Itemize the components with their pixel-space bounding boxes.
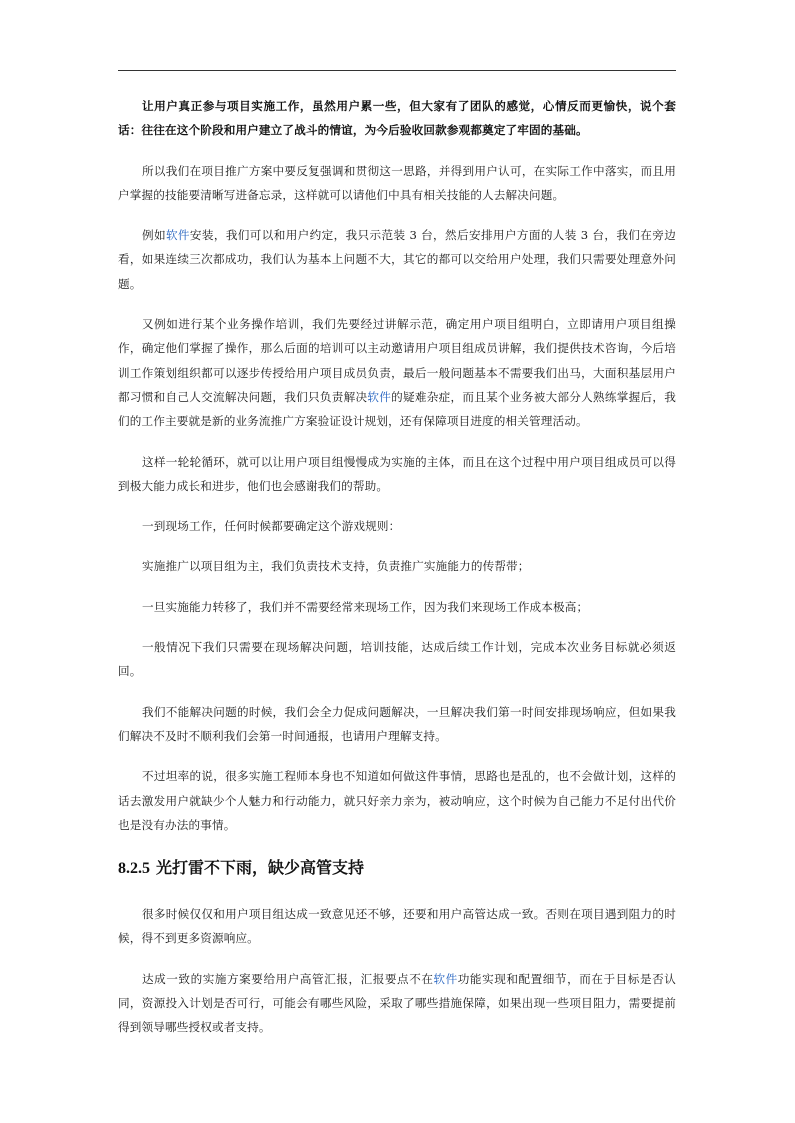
software-link[interactable]: 软件: [165, 228, 190, 243]
paragraph-text: 我们不能解决问题的时候，我们会全力促成问题解决，一旦解决我们第一时间安排现场响应，但如果我们解决不及时不顺利我们会第一时间通报，也请用户理解支持。: [118, 704, 676, 743]
paragraph: [118, 159, 676, 208]
paragraph: [118, 764, 676, 837]
paragraph-text: 这样一轮轮循环，就可以让用户项目组慢慢成为实施的主体，而且在这个过程中用户项目组成员可以得到极大能力成长和进步，他们也会感谢我们的帮助。: [118, 454, 676, 493]
paragraph-text: 一到现场工作，任何时候都要确定这个游戏规则：: [142, 519, 401, 534]
paragraph-group: [118, 902, 676, 1039]
paragraph: [118, 514, 676, 538]
section-title: 光打雷不下雨，缺少高管支持: [156, 858, 365, 878]
paragraph: [118, 94, 676, 143]
paragraph-text: 达成一致的实施方案要给用户高管汇报，汇报要点不在: [142, 971, 434, 986]
section-heading: [118, 853, 676, 884]
paragraph-text: 功能实现和配置细节，而在于目标是否认同，资源投入计划是否可行，可能会有哪些风险，采取了哪些措施保障，如果出现一些项目阻力，需要提前得到领导哪些授权或者支持。: [118, 971, 676, 1035]
paragraph: [118, 554, 676, 578]
paragraph-text: 很多时候仅仅和用户项目组达成一致意见还不够，还要和用户高管达成一致。否则在项目遇到阻力的时候，得不到更多资源响应。: [118, 907, 676, 946]
paragraph-text: 安装，我们可以和用户约定，我只示范装 3 台，然后安排用户方面的人装 3 台，我们在旁边看，如果连续三次都成功，我们认为基本上问题不大，其它的都可以交给用户处理，我们只需要处理意外问题。: [118, 228, 676, 291]
paragraph: [118, 450, 676, 499]
section-number: 8.2.5: [118, 860, 150, 878]
paragraph: [118, 902, 676, 951]
paragraph: [118, 312, 676, 433]
document-page: [118, 0, 676, 1123]
paragraph: [118, 635, 676, 684]
paragraph-text: 所以我们在项目推广方案中要反复强调和贯彻这一思路，并得到用户认可，在实际工作中落实，而且用户掌握的技能要清晰写进备忘录，这样就可以请他们中具有相关技能的人去解决问题。: [118, 163, 676, 202]
paragraph-text: 一般情况下我们只需要在现场解决问题，培训技能，达成后续工作计划，完成本次业务目标就必须返回。: [118, 640, 676, 679]
paragraph: [118, 700, 676, 749]
paragraph-text: 的疑难杂症，而且某个业务被大部分人熟练掌握后，我们的工作主要就是新的业务流推广方案验证设计规划，还有保障项目进度的相关管理活动。: [118, 389, 676, 429]
paragraph-text: 一旦实施能力转移了，我们并不需要经常来现场工作，因为我们来现场工作成本极高；: [142, 599, 589, 614]
paragraph: [118, 595, 676, 619]
software-link[interactable]: 软件: [367, 389, 392, 404]
paragraph-text: 实施推广以项目组为主，我们负责技术支持，负责推广实施能力的传帮带；: [142, 559, 530, 574]
paragraph-text: 不过坦率的说，很多实施工程师本身也不知道如何做这件事情，思路也是乱的，也不会做计划，这样的话去激发用户就缺少个人魅力和行动能力，就只好亲力亲为，被动响应，这个时候为自己能力不足付出代价也是没有办法的事情。: [118, 769, 676, 832]
document-body: [118, 94, 676, 1056]
paragraph: [118, 223, 676, 296]
paragraph-text: 例如: [142, 228, 166, 243]
header-rule: [118, 70, 676, 71]
paragraph-text: 让用户真正参与项目实施工作，虽然用户累一些，但大家有了团队的感觉，心情反而更愉快，说个套话：往往在这个阶段和用户建立了战斗的情谊，为今后验收回款参观都奠定了牢固的基础。: [118, 99, 676, 138]
paragraph: [118, 967, 676, 1040]
paragraph-text: 又例如进行某个业务操作培训，我们先要经过讲解示范，确定用户项目组明白，立即请用户项目组操作，确定他们掌握了操作，那么后面的培训可以主动邀请用户项目组成员讲解，我们提供技术咨询，今后培训工作策划组织都可以逐步传授给用户项目成员负责，最后一般问题基本不需要我们出马，大面积基层用户都习惯和自己人交流解决问题，我们只负责解决: [118, 317, 676, 404]
paragraph-group: [118, 94, 676, 837]
software-link[interactable]: 软件: [433, 971, 458, 986]
